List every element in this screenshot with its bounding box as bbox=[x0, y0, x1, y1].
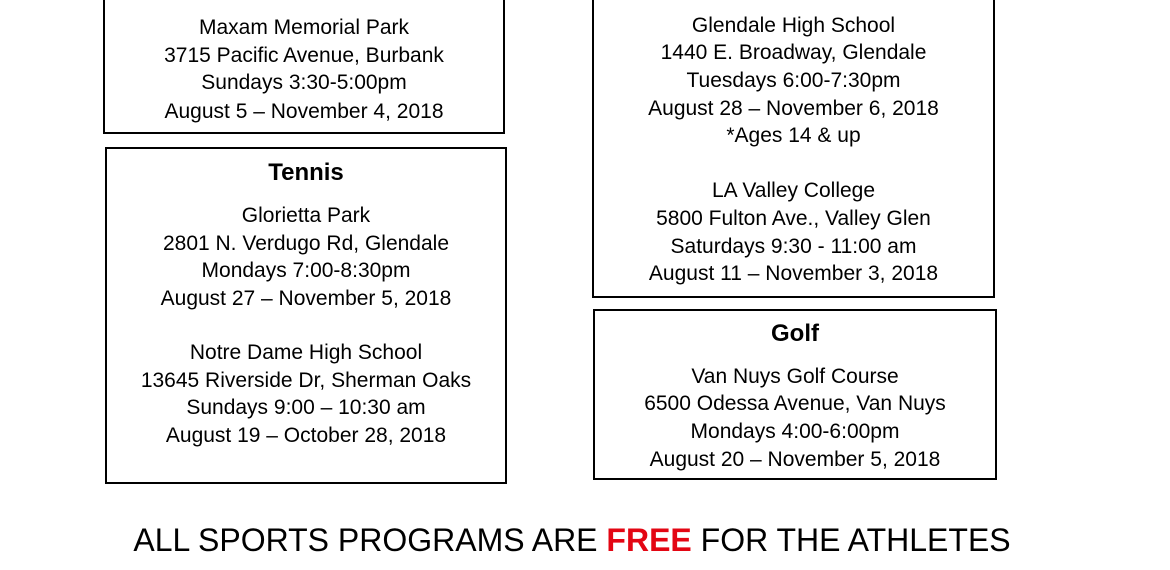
program-box-top-right bbox=[592, 0, 995, 298]
free-programs-statement bbox=[0, 520, 1144, 560]
free-highlight: FREE bbox=[606, 522, 692, 558]
tennis-heading: Tennis bbox=[268, 159, 344, 186]
venue-dates: August 20 – November 5, 2018 bbox=[649, 448, 941, 471]
venue-dates: August 27 – November 5, 2018 bbox=[160, 287, 452, 310]
venue-schedule: Saturdays 9:30 - 11:00 am bbox=[670, 235, 917, 258]
program-box-top-left bbox=[103, 0, 505, 134]
venue-name: Glendale High School bbox=[691, 14, 896, 37]
venue-schedule: Sundays 9:00 – 10:30 am bbox=[186, 396, 426, 419]
venue-dates: August 28 – November 6, 2018 bbox=[648, 97, 939, 120]
venue-schedule: Mondays 7:00-8:30pm bbox=[201, 259, 411, 282]
venue-schedule: Mondays 4:00-6:00pm bbox=[690, 420, 900, 443]
statement-prefix: ALL SPORTS PROGRAMS ARE bbox=[133, 522, 607, 558]
venue-address: 5800 Fulton Ave., Valley Glen bbox=[656, 207, 931, 230]
golf-program-box bbox=[593, 309, 997, 480]
tennis-program-box bbox=[105, 147, 507, 484]
venue-name: Notre Dame High School bbox=[189, 341, 423, 364]
venue-address: 2801 N. Verdugo Rd, Glendale bbox=[162, 232, 450, 255]
venue-address: 3715 Pacific Avenue, Burbank bbox=[164, 44, 444, 67]
venue-address: 13645 Riverside Dr, Sherman Oaks bbox=[140, 369, 472, 392]
venue-address: 1440 E. Broadway, Glendale bbox=[660, 41, 927, 64]
venue-dates: August 5 – November 4, 2018 bbox=[164, 100, 444, 123]
venue-dates: August 11 – November 3, 2018 bbox=[648, 262, 939, 285]
golf-heading: Golf bbox=[771, 320, 819, 347]
age-note: *Ages 14 & up bbox=[726, 124, 861, 147]
venue-name: Glorietta Park bbox=[241, 204, 371, 227]
venue-name: Maxam Memorial Park bbox=[198, 16, 410, 39]
statement-suffix: FOR THE ATHLETES bbox=[691, 522, 1011, 558]
venue-name: LA Valley College bbox=[711, 179, 876, 202]
venue-schedule: Sundays 3:30-5:00pm bbox=[201, 71, 407, 94]
venue-schedule: Tuesdays 6:00-7:30pm bbox=[686, 69, 901, 92]
venue-dates: August 19 – October 28, 2018 bbox=[165, 424, 447, 447]
venue-address: 6500 Odessa Avenue, Van Nuys bbox=[644, 392, 946, 415]
venue-name: Van Nuys Golf Course bbox=[691, 365, 899, 388]
